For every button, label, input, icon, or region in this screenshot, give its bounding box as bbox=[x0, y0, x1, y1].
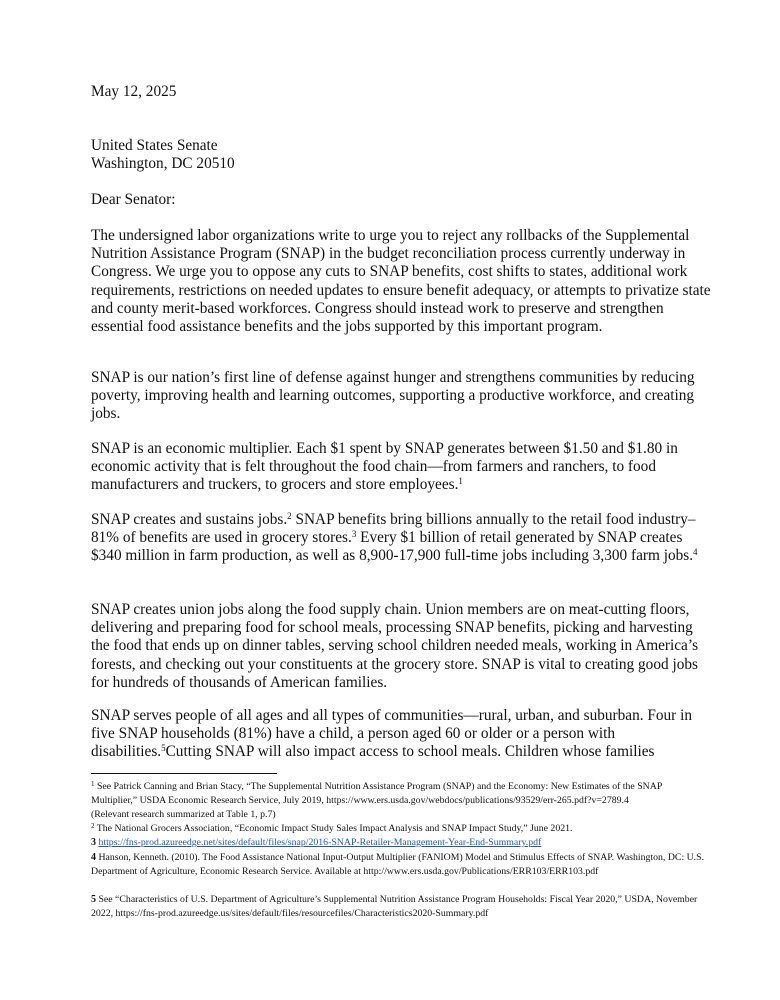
paragraph-6-text-a: SNAP serves people of all ages and all types of communities—rural, urban, and suburban. Four in five SNAP households (81%) have a child, a person aged 60 or older or a person with disabilities. bbox=[91, 707, 692, 761]
recipient-address bbox=[91, 137, 711, 173]
paragraph-2: SNAP is our nation’s first line of defense against hunger and strengthens communities by reducing poverty, improving health and learning outcomes, supporting a productive workforce, and creating jobs. bbox=[91, 369, 695, 423]
paragraph-6-text-b: Cutting SNAP will also impact access to school meals. Children whose families bbox=[165, 743, 655, 761]
footnote-2 bbox=[91, 822, 706, 836]
footnote-5 bbox=[91, 893, 706, 921]
paragraph-4-text-a: SNAP creates and sustains jobs. bbox=[91, 511, 288, 528]
footnote-divider bbox=[91, 773, 277, 774]
footnote-4 bbox=[91, 851, 706, 879]
recipient-line-1: United States Senate bbox=[91, 137, 218, 154]
footnote-1-text: See Patrick Canning and Brian Stacy, “The Supplemental Nutrition Assistance Program (SNAP) and the Economy: New Estimates of the SNAP Multiplier,” USDA Economic Research Service, July 2019, https://www.ers.usda.gov/webdocs/publications/93529/err-265.pdf?v=2789.4 bbox=[91, 781, 662, 806]
footnote-ref-5: 5 bbox=[161, 743, 166, 754]
paragraph-4-text-c: Every $1 billion of retail generated by SNAP creates $340 million in farm production, as well as 8,900-17,900 full-time jobs including 3,300 farm jobs. bbox=[91, 529, 694, 565]
footnote-ref-2: 2 bbox=[287, 511, 292, 521]
paragraph-3 bbox=[91, 440, 711, 495]
paragraph-4-text-b: SNAP benefits bring billions annually to the retail food industry–81% of benefits are used in grocery stores. bbox=[91, 511, 696, 547]
footnote-5-number: 5 bbox=[91, 894, 96, 905]
paragraph-6 bbox=[91, 707, 711, 762]
paragraph-1: The undersigned labor organizations write to urge you to reject any rollbacks of the Supplemental Nutrition Assistance Program (SNAP) in the budget reconciliation process currently underway in Congress. We urge you to oppose any cuts to SNAP benefits, cost shifts to states, additional work requirements, restrictions on needed updates to ensure benefit adequacy, or attempts to privatize state and county merit-based workforces. Congress should instead work to preserve and strengthen essential food assistance benefits and the jobs supported by this important program. bbox=[91, 227, 711, 336]
paragraph-4 bbox=[91, 511, 711, 566]
footnote-3 bbox=[91, 836, 706, 850]
footnote-2-text: The National Grocers Association, “Economic Impact Study Sales Impact Analysis and SNAP Impact Study,” June 2021. bbox=[96, 823, 573, 834]
letter-date: May 12, 2025 bbox=[91, 83, 177, 100]
footnote-ref-4: 4 bbox=[693, 547, 698, 558]
footnote-2-number: 2 bbox=[91, 822, 95, 830]
footnote-ref-1: 1 bbox=[458, 476, 463, 487]
footnote-1-number: 1 bbox=[91, 780, 95, 788]
footnote-4-number: 4 bbox=[91, 852, 96, 863]
footnote-5-text: See “Characteristics of U.S. Department of Agriculture’s Supplemental Nutrition Assistance Program Households: Fiscal Year 2020,” USDA, November 2022, https://fns-prod.azureedge.us/sites/default/files/resourcefiles/Characteristics2020-Summary.pdf bbox=[91, 894, 698, 919]
salutation: Dear Senator: bbox=[91, 191, 176, 208]
footnote-1-text-line-2: (Relevant research summarized at Table 1, p.7) bbox=[91, 809, 276, 820]
footnote-3-link[interactable]: https://fns-prod.azureedge.net/sites/default/files/snap/2016-SNAP-Retailer-Management-Year-End-Summary.pdf bbox=[98, 837, 542, 848]
footnote-4-text: Hanson, Kenneth. (2010). The Food Assistance National Input-Output Multiplier (FANIOM) Model and Stimulus Effects of SNAP. Washington, DC: U.S. Department of Agriculture, Economic Research Service. Available at http://www.ers.usda.gov/Publications/ERR103/ERR103.pdf bbox=[91, 852, 705, 877]
recipient-line-2: Washington, DC 20510 bbox=[91, 155, 235, 173]
paragraph-5: SNAP creates union jobs along the food supply chain. Union members are on meat-cutting floors, delivering and preparing food for school meals, processing SNAP benefits, picking and harvesting the food that ends up on dinner tables, serving school children needed meals, working in America’s forests, and checking out your constituents at the grocery store. SNAP is vital to creating good jobs for hundreds of thousands of American families. bbox=[91, 601, 699, 691]
footnote-ref-3: 3 bbox=[351, 529, 357, 540]
footnote-3-number: 3 bbox=[91, 837, 96, 848]
footnote-1 bbox=[91, 780, 706, 822]
paragraph-3-text: SNAP is an economic multiplier. Each $1 spent by SNAP generates between $1.50 and $1.80 in economic activity that is felt throughout the food chain—from farmers and ranchers, to food manufacturers and truckers, to grocers and store employees. bbox=[91, 440, 678, 494]
